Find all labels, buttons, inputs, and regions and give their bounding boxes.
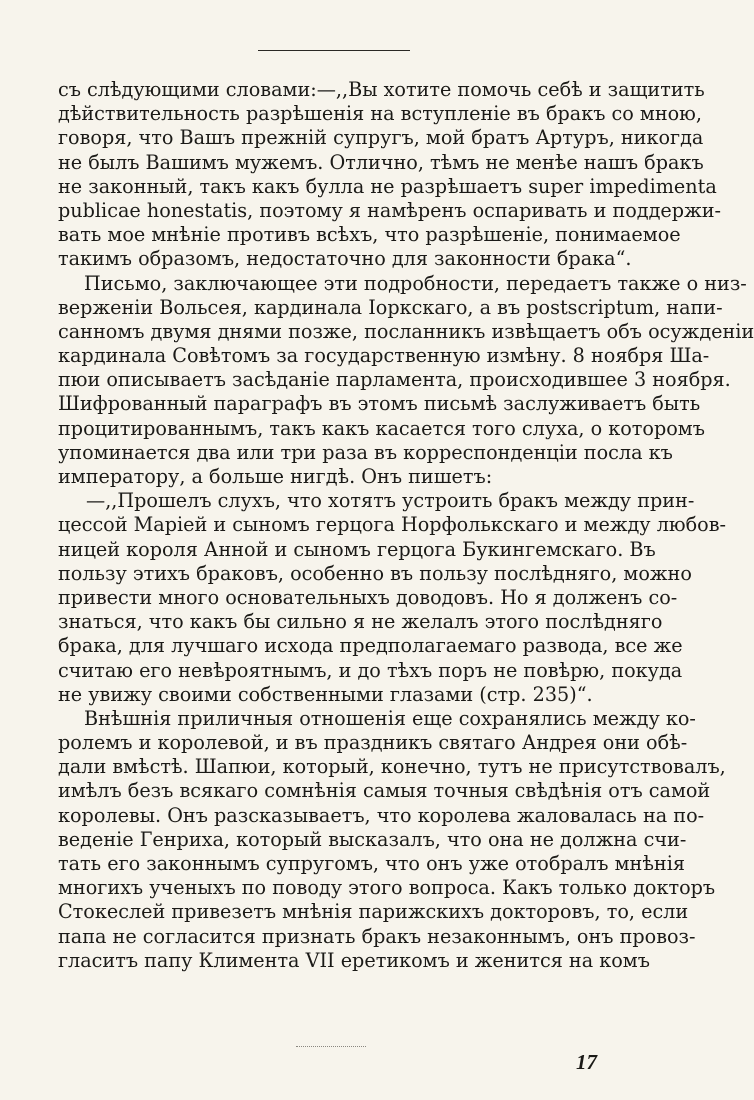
text-line: кардинала Совѣтомъ за государственную измѣну. 8 ноября Ша-: [58, 344, 710, 368]
text-line: дѣйствительность разрѣшенія на вступленіе въ бракъ со мною,: [58, 102, 702, 126]
body-text: [58, 78, 754, 973]
text-line: ницей короля Анной и сыномъ герцога Букингемскаго. Въ: [58, 537, 656, 561]
text-line: дали вмѣстѣ. Шапюи, который, конечно, тутъ не присутствовалъ,: [58, 755, 726, 779]
text-line: не былъ Вашимъ мужемъ. Отлично, тѣмъ не менѣе нашъ бракъ: [58, 150, 704, 174]
text-line: процитированнымъ, такъ какъ касается того слуха, о которомъ: [58, 416, 705, 440]
text-line: Стокеслей привезетъ мнѣнія парижскихъ докторовъ, то, если: [58, 900, 689, 924]
text-line: санномъ двумя днями позже, посланникъ извѣщаетъ объ осужденіи: [58, 319, 754, 343]
text-line: тать его законнымъ супругомъ, что онъ уже отобралъ мнѣнія: [58, 852, 685, 875]
text-line: привести много основательныхъ доводовъ. Но я долженъ со-: [58, 585, 678, 609]
text-line: вать мое мнѣніе противъ всѣхъ, что разрѣшеніе, понимаемое: [58, 223, 681, 247]
top-rule: [258, 50, 410, 51]
text-line: верженіи Вольсея, кардинала Іоркскаго, а въ postscriptum, напи-: [58, 295, 723, 319]
text-line: —,,Прошелъ слухъ, что хотятъ устроить бракъ между прин-: [86, 489, 695, 513]
text-line: имѣлъ безъ всякаго сомнѣнія самыя точныя свѣдѣнія отъ самой: [58, 779, 711, 803]
text-line: Внѣшнія приличныя отношенія еще сохранялись между ко-: [84, 706, 696, 730]
text-line: гласитъ папу Климента VII еретикомъ и женится на комъ: [58, 948, 650, 972]
text-line: такимъ образомъ, недостаточно для законности брака“.: [58, 247, 632, 271]
text-line: съ слѣдующими словами:—,,Вы хотите помочь себѣ и защитить: [58, 78, 705, 101]
text-line: императору, а больше нигдѣ. Онъ пишетъ:: [58, 465, 493, 488]
text-line: знаться, что какъ бы сильно я не желалъ этого послѣдняго: [58, 610, 663, 634]
text-line: publicae honestatis, поэтому я намѣренъ оспаривать и поддержи-: [58, 198, 721, 222]
text-line: многихъ ученыхъ по поводу этого вопроса. Какъ только докторъ: [58, 876, 716, 900]
text-line: упоминается два или три раза въ корреспонденціи посла къ: [58, 440, 673, 464]
text-line: Шифрованный параграфъ въ этомъ письмѣ заслуживаетъ быть: [58, 392, 701, 416]
page-number: 17: [576, 1050, 597, 1074]
text-line: пюи описываетъ засѣданіе парламента, происходившее 3 ноября.: [58, 368, 731, 392]
text-line: пользу этихъ браковъ, особенно въ пользу послѣдняго, можно: [58, 561, 692, 585]
bottom-rule: [296, 1046, 366, 1047]
text-line: веденіе Генриха, который высказалъ, что она не должна счи-: [58, 827, 687, 851]
text-line: ролемъ и королевой, и въ праздникъ святаго Андрея они обѣ-: [58, 731, 688, 755]
text-line: папа не согласится признать бракъ незаконнымъ, онъ провоз-: [58, 924, 696, 948]
text-line: брака, для лучшаго исхода предполагаемаго развода, все же: [58, 634, 683, 658]
text-line: не увижу своими собственными глазами (стр. 235)“.: [58, 682, 593, 706]
text-line: считаю его невѣроятнымъ, и до тѣхъ поръ не повѣрю, покуда: [58, 658, 683, 682]
text-line: Письмо, заключающее эти подробности, передаетъ также о низ-: [84, 271, 747, 295]
text-line: говоря, что Вашъ прежній супругъ, мой братъ Артуръ, никогда: [58, 126, 704, 150]
text-line: не законный, такъ какъ булла не разрѣшаетъ super impedimenta: [58, 174, 717, 198]
text-line: королевы. Онъ разсказываетъ, что королева жаловалась на по-: [58, 803, 705, 827]
text-line: цессой Маріей и сыномъ герцога Норфолькскаго и между любов-: [58, 513, 726, 537]
